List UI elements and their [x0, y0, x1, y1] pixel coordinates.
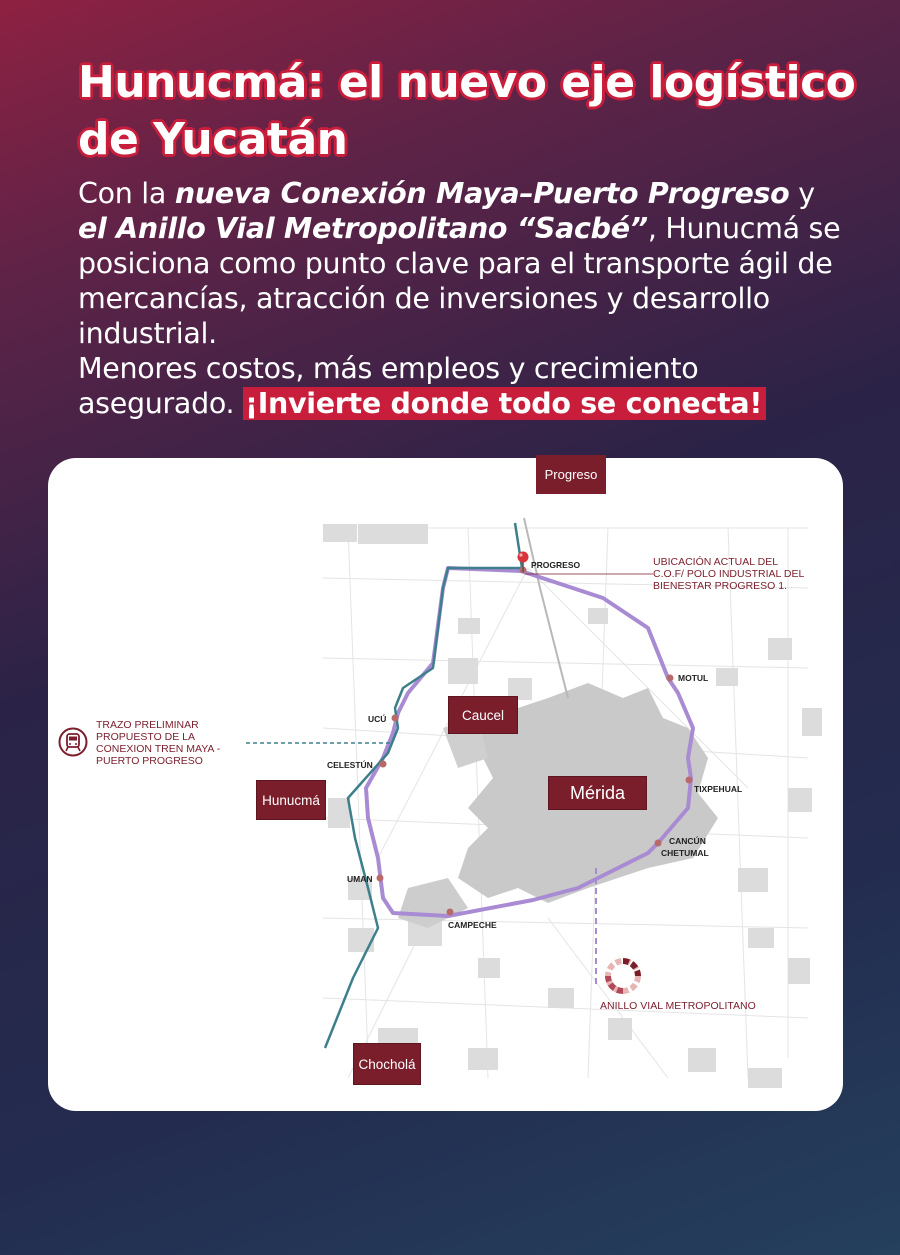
place-tag-progreso: Progreso — [536, 455, 606, 494]
tren-note: TRAZO PRELIMINAR PROPUESTO DE LA CONEXION TREN MAYA - PUERTO PROGRESO — [96, 719, 221, 767]
town-dot-celestun — [380, 761, 387, 768]
town-label-tixpehual: TIXPEHUAL — [694, 784, 743, 794]
body-p1-e: , Hunucmá se posiciona como punto clave para el transporte ágil de mercancías, atracción de inversiones y desarrollo industrial. — [78, 212, 841, 350]
town-label-progreso: PROGRESO — [531, 560, 581, 570]
town-dot-ucu — [392, 715, 399, 722]
page-title — [78, 54, 858, 168]
cof-note: UBICACIÓN ACTUAL DEL C.O.F/ POLO INDUSTRIAL DEL BIENESTAR PROGRESO 1. — [653, 556, 805, 592]
train-icon — [58, 727, 88, 757]
town-dot-motul — [667, 675, 674, 682]
town-label-celestun: CELESTÚN — [327, 760, 373, 770]
title-line-2: de Yucatán — [78, 114, 348, 165]
body-p1-b: nueva Conexión Maya–Puerto Progreso — [174, 177, 790, 210]
cta-text: ¡Invierte donde todo se conecta! — [243, 387, 766, 420]
town-label-uman: UMAN — [347, 874, 373, 884]
town-dot-campeche — [447, 909, 454, 916]
body-p1-a: Con la — [78, 177, 175, 210]
town-label-ucu: UCÚ — [368, 714, 387, 724]
town-dot-tixpehual — [686, 777, 693, 784]
place-tag-merida: Mérida — [548, 776, 647, 810]
body-paragraph — [78, 176, 848, 421]
map-card — [48, 458, 843, 1111]
town-dot-uman — [377, 875, 384, 882]
town-label-campeche: CAMPECHE — [448, 920, 497, 930]
title-line-1: Hunucmá: el nuevo eje logístico — [78, 57, 856, 108]
ring-road-icon — [608, 961, 638, 991]
highway-progreso — [524, 518, 568, 698]
body-p1-c: y — [789, 177, 815, 210]
place-tag-caucel: Caucel — [448, 696, 518, 734]
town-label-chetumal: CHETUMAL — [661, 848, 709, 858]
place-tag-hunucma: Hunucmá — [256, 780, 326, 820]
town-dot-cancun — [655, 840, 662, 847]
town-label-motul: MOTUL — [678, 673, 709, 683]
town-label-cancun: CANCÚN — [669, 836, 706, 846]
body-p2-a: Menores costos, más empleos y crecimiento asegurado. — [78, 352, 699, 420]
body-p1-d: el Anillo Vial Metropolitano “Sacbé” — [78, 212, 648, 245]
anillo-note: ANILLO VIAL METROPOLITANO — [600, 1000, 756, 1012]
place-tag-chochola: Chocholá — [353, 1043, 421, 1085]
